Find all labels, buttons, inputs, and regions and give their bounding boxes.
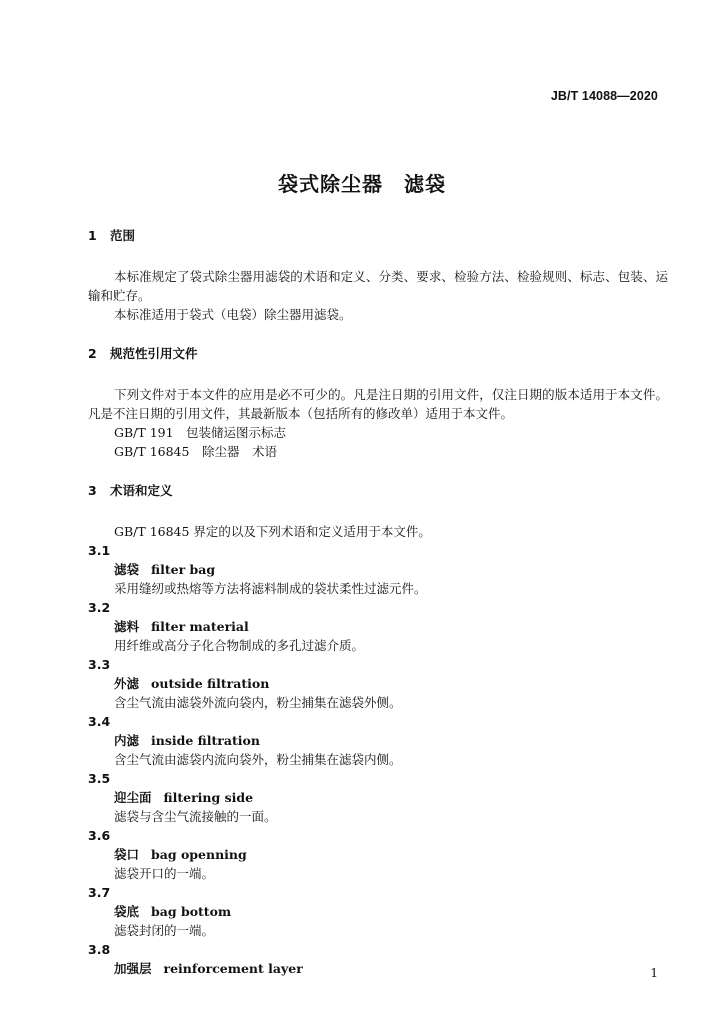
term-name xyxy=(88,902,668,921)
standard-code: JB/T 14088—2020 xyxy=(550,89,658,103)
term-definition: 含尘气流由滤袋内流向袋外，粉尘捕集在滤袋内侧。 xyxy=(114,752,402,767)
term-name-cn: 袋口 xyxy=(114,847,140,862)
term-name xyxy=(88,617,668,636)
term-number: 3.2 xyxy=(88,600,111,615)
term-name xyxy=(88,731,668,750)
term-name xyxy=(88,845,668,864)
page-number: 1 xyxy=(650,966,658,980)
scope-paragraph-2: 本标准适用于袋式（电袋）除尘器用滤袋。 xyxy=(114,307,352,322)
term-name xyxy=(88,959,668,978)
term-name xyxy=(88,788,668,807)
normative-refs-paragraph: 下列文件对于本文件的应用是必不可少的。凡是注日期的引用文件，仅注日期的版本适用于本文件。凡是不注日期的引用文件，其最新版本（包括所有的修改单）适用于本文件。 xyxy=(88,387,668,421)
term-name-cn: 外滤 xyxy=(114,676,140,691)
term-name-cn: 迎尘面 xyxy=(114,790,152,805)
term-number: 3.4 xyxy=(88,714,111,729)
term-name-en: bag bottom xyxy=(151,904,232,919)
reference-item: GB/T 16845 除尘器 术语 xyxy=(114,444,277,459)
document-body xyxy=(88,226,668,978)
term-name-cn: 袋底 xyxy=(114,904,140,919)
term-name-en: reinforcement layer xyxy=(163,961,303,976)
section-heading-normative-references xyxy=(88,344,668,363)
section-number: 1 xyxy=(88,228,97,243)
term-name-en: inside filtration xyxy=(151,733,260,748)
term-number: 3.5 xyxy=(88,771,111,786)
reference-item: GB/T 191 包装储运图示标志 xyxy=(114,425,287,440)
section-heading-terms xyxy=(88,481,668,500)
term-number: 3.3 xyxy=(88,657,111,672)
term-name-cn: 加强层 xyxy=(114,961,152,976)
term-definition: 滤袋开口的一端。 xyxy=(114,866,215,881)
terms-intro: GB/T 16845 界定的以及下列术语和定义适用于本文件。 xyxy=(114,524,431,539)
term-number: 3.6 xyxy=(88,828,111,843)
term-name-cn: 滤袋 xyxy=(114,562,140,577)
term-number: 3.8 xyxy=(88,942,111,957)
term-name-en: filter material xyxy=(151,619,249,634)
section-title: 范围 xyxy=(110,228,136,243)
term-definition: 采用缝纫或热熔等方法将滤料制成的袋状柔性过滤元件。 xyxy=(114,581,427,596)
section-title: 规范性引用文件 xyxy=(110,346,198,361)
term-definition: 滤袋与含尘气流接触的一面。 xyxy=(114,809,277,824)
section-heading-scope xyxy=(88,226,668,245)
term-definition: 用纤维或高分子化合物制成的多孔过滤介质。 xyxy=(114,638,365,653)
term-name-en: filtering side xyxy=(163,790,254,805)
section-number: 2 xyxy=(88,346,97,361)
scope-paragraph-1: 本标准规定了袋式除尘器用滤袋的术语和定义、分类、要求、检验方法、检验规则、标志、包装、运输和贮存。 xyxy=(88,269,668,303)
term-number: 3.7 xyxy=(88,885,111,900)
term-name xyxy=(88,560,668,579)
section-number: 3 xyxy=(88,483,97,498)
term-definition: 含尘气流由滤袋外流向袋内，粉尘捕集在滤袋外侧。 xyxy=(114,695,402,710)
term-name-en: filter bag xyxy=(151,562,216,577)
section-title: 术语和定义 xyxy=(110,483,173,498)
term-name-cn: 内滤 xyxy=(114,733,140,748)
term-number: 3.1 xyxy=(88,543,111,558)
term-name-en: bag openning xyxy=(151,847,247,862)
term-name-en: outside filtration xyxy=(151,676,270,691)
term-name xyxy=(88,674,668,693)
document-title: 袋式除尘器 滤袋 xyxy=(278,172,446,196)
term-name-cn: 滤料 xyxy=(114,619,140,634)
term-definition: 滤袋封闭的一端。 xyxy=(114,923,215,938)
